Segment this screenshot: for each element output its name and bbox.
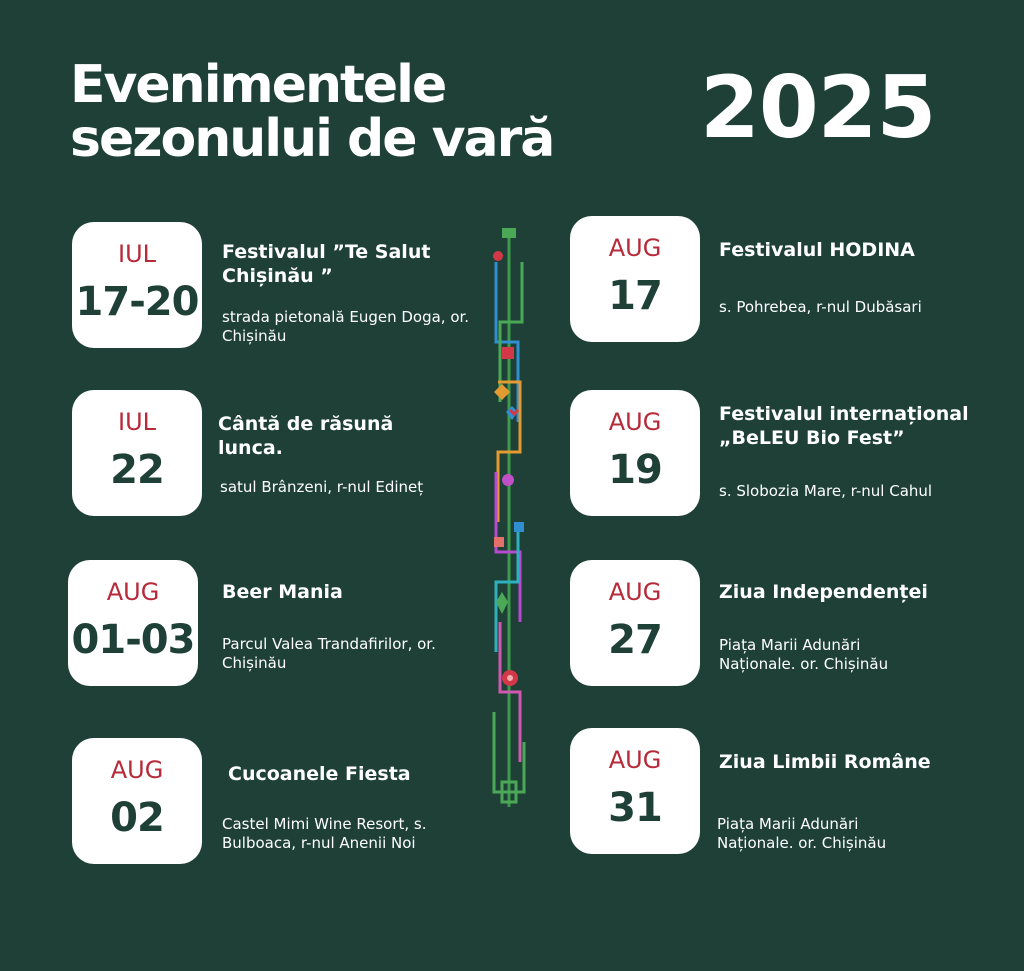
date-month: IUL xyxy=(117,240,156,268)
date-month: AUG xyxy=(608,578,662,606)
date-month: AUG xyxy=(608,234,662,262)
page-title xyxy=(70,55,554,169)
event-location: Castel Mimi Wine Resort, s. Bulboaca, r-nul Anenii Noi xyxy=(222,815,427,852)
event-location: strada pietonală Eugen Doga, or. Chișinău xyxy=(222,308,470,345)
title-line-2: sezonului de vară xyxy=(70,109,554,169)
date-card xyxy=(570,390,700,516)
event-title: Festivalul ”Te Salut Chișinău ” xyxy=(222,241,431,287)
date-day: 27 xyxy=(608,617,662,663)
date-day: 01-03 xyxy=(71,617,195,663)
event-title: Cântă de răsună lunca. xyxy=(218,413,394,459)
event-title: Ziua Independenței xyxy=(719,581,928,603)
date-day: 31 xyxy=(608,785,662,831)
folk-ornament-icon xyxy=(488,222,532,822)
event-title: Ziua Limbii Române xyxy=(719,751,931,773)
date-month: AUG xyxy=(608,746,662,774)
date-card xyxy=(72,222,202,348)
date-day: 17 xyxy=(608,273,662,319)
date-card xyxy=(72,390,202,516)
date-card xyxy=(570,728,700,854)
event-location: Parcul Valea Trandafirilor, or. Chișinău xyxy=(222,635,436,672)
date-month: IUL xyxy=(117,408,156,436)
event-title: Festivalul HODINA xyxy=(719,239,915,261)
event-title: Beer Mania xyxy=(222,581,343,603)
event-location: Piața Marii Adunări Naționale. or. Chișinău xyxy=(717,815,887,852)
date-month: AUG xyxy=(106,578,160,606)
date-day: 19 xyxy=(608,447,662,493)
event-title: Cucoanele Fiesta xyxy=(228,763,411,785)
year-label: 2025 xyxy=(700,58,936,158)
date-day: 22 xyxy=(110,447,164,493)
event-location: Piața Marii Adunări Naționale. or. Chișinău xyxy=(719,636,889,673)
event-title: Festivalul internațional „BeLEU Bio Fest” xyxy=(719,403,969,449)
date-month: AUG xyxy=(608,408,662,436)
date-card xyxy=(570,560,700,686)
event-location: satul Brânzeni, r-nul Edineț xyxy=(220,478,424,496)
date-day: 02 xyxy=(110,795,164,841)
date-card xyxy=(68,560,198,686)
date-card xyxy=(72,738,202,864)
event-location: s. Slobozia Mare, r-nul Cahul xyxy=(719,482,933,500)
event-location: s. Pohrebea, r-nul Dubăsari xyxy=(719,298,922,316)
date-month: AUG xyxy=(110,756,164,784)
title-line-1: Evenimentele xyxy=(70,55,446,115)
date-day: 17-20 xyxy=(75,279,199,325)
date-card xyxy=(570,216,700,342)
